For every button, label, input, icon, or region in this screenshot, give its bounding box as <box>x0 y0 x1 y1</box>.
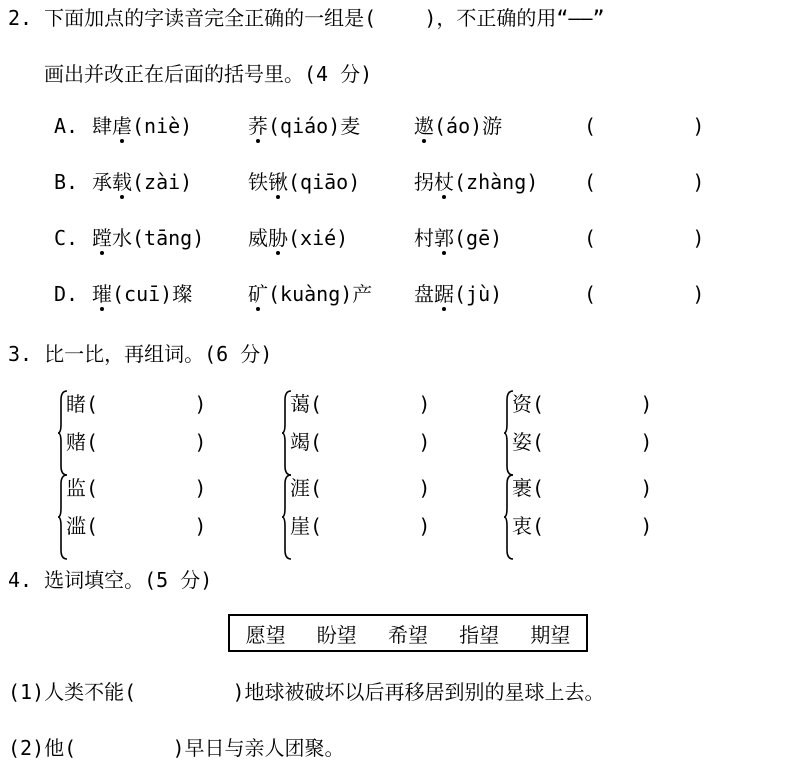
option-word <box>248 282 372 306</box>
option-word <box>414 282 502 306</box>
q2-line2: 画出并改正在后面的括号里。(4 分) <box>44 62 373 86</box>
word-part: 拐 <box>414 170 434 194</box>
dotted-character: 载 <box>112 170 132 194</box>
answer-paren[interactable]: ( ) <box>584 170 705 194</box>
dotted-character: 蹚 <box>92 226 112 250</box>
q2-line1 <box>8 6 605 30</box>
word-pinyin: (zài) <box>132 170 193 194</box>
word-blank[interactable]: ( ) <box>86 430 207 454</box>
option-word <box>92 170 192 194</box>
word-pinyin: 水(tāng) <box>112 226 205 250</box>
word-pinyin: (qiāo) <box>288 170 361 194</box>
option-letter: A. <box>54 114 79 138</box>
word-pinyin: (kuàng)产 <box>268 282 373 306</box>
word-pinyin: (niè) <box>132 114 193 138</box>
option-word <box>248 170 360 194</box>
compare-character: 监 <box>66 476 86 500</box>
q4-sentence-1: (1)人类不能( )地球被破坏以后再移居到别的星球上去。 <box>8 680 605 704</box>
compare-row <box>512 392 652 416</box>
compare-character: 衷 <box>512 514 532 538</box>
dotted-character: 锹 <box>268 170 288 194</box>
word-pinyin: (qiáo)麦 <box>268 114 361 138</box>
option-letter: C. <box>54 226 79 250</box>
option-word <box>414 170 538 194</box>
word-bank-item: 期望 <box>530 622 571 647</box>
compare-character: 赌 <box>66 430 86 454</box>
word-pinyin: (zhàng) <box>454 170 539 194</box>
compare-row <box>290 514 430 538</box>
word-blank[interactable]: ( ) <box>86 392 207 416</box>
word-part: 村 <box>414 226 434 250</box>
q2-prefix: 2. 下面加点的字读音完全正确的一组是( <box>8 6 377 30</box>
word-blank[interactable]: ( ) <box>86 514 207 538</box>
word-blank[interactable]: ( ) <box>532 430 653 454</box>
compare-row <box>512 514 652 538</box>
q2-answer-blank[interactable] <box>376 6 424 30</box>
option-letter: B. <box>54 170 79 194</box>
q2-suffix: )，不正确的用“——” <box>424 6 605 30</box>
compare-character: 资 <box>512 392 532 416</box>
option-letter: D. <box>54 282 79 306</box>
dotted-character: 胁 <box>268 226 288 250</box>
dotted-character: 郭 <box>434 226 454 250</box>
word-part: 承 <box>92 170 112 194</box>
compare-row <box>66 392 206 416</box>
option-word <box>248 114 360 138</box>
word-pinyin: (xié) <box>288 226 349 250</box>
word-pinyin: (cuī)璨 <box>112 282 193 306</box>
option-word <box>248 226 348 250</box>
compare-row <box>512 476 652 500</box>
word-bank-item: 希望 <box>387 622 428 647</box>
dotted-character: 踞 <box>434 282 454 306</box>
word-blank[interactable]: ( ) <box>532 514 653 538</box>
word-blank[interactable]: ( ) <box>310 430 431 454</box>
word-blank[interactable]: ( ) <box>532 392 653 416</box>
word-pinyin: (áo)游 <box>434 114 503 138</box>
answer-paren[interactable]: ( ) <box>584 282 705 306</box>
word-bank <box>228 614 588 652</box>
compare-row <box>66 476 206 500</box>
word-bank-item: 愿望 <box>245 622 286 647</box>
word-part: 盘 <box>414 282 434 306</box>
compare-character: 崖 <box>290 514 310 538</box>
compare-row <box>290 476 430 500</box>
word-bank-item: 盼望 <box>316 622 357 647</box>
word-blank[interactable]: ( ) <box>310 392 431 416</box>
compare-row <box>512 430 652 454</box>
option-word <box>414 226 502 250</box>
compare-row <box>66 430 206 454</box>
word-blank[interactable]: ( ) <box>532 476 653 500</box>
dotted-character: 矿 <box>248 282 268 306</box>
q4-sentence-2: (2)他( )早日与亲人团聚。 <box>8 736 345 760</box>
dotted-character: 虐 <box>112 114 132 138</box>
option-word <box>414 114 502 138</box>
word-blank[interactable]: ( ) <box>310 476 431 500</box>
word-blank[interactable]: ( ) <box>310 514 431 538</box>
answer-paren[interactable]: ( ) <box>584 114 705 138</box>
compare-row <box>66 514 206 538</box>
compare-character: 竭 <box>290 430 310 454</box>
dotted-character: 璀 <box>92 282 112 306</box>
word-pinyin: (gē) <box>454 226 503 250</box>
compare-character: 蔼 <box>290 392 310 416</box>
compare-character: 涯 <box>290 476 310 500</box>
compare-character: 滥 <box>66 514 86 538</box>
compare-character: 睹 <box>66 392 86 416</box>
word-bank-item: 指望 <box>459 622 500 647</box>
compare-character: 姿 <box>512 430 532 454</box>
word-part: 铁 <box>248 170 268 194</box>
dotted-character: 遨 <box>414 114 434 138</box>
option-word <box>92 282 192 306</box>
q3-title: 3. 比一比，再组词。(6 分) <box>8 342 273 366</box>
compare-character: 裹 <box>512 476 532 500</box>
compare-row <box>290 430 430 454</box>
dotted-character: 杖 <box>434 170 454 194</box>
word-blank[interactable]: ( ) <box>86 476 207 500</box>
word-part: 威 <box>248 226 268 250</box>
option-word <box>92 226 204 250</box>
answer-paren[interactable]: ( ) <box>584 226 705 250</box>
option-word <box>92 114 192 138</box>
dotted-character: 荞 <box>248 114 268 138</box>
q4-title: 4. 选词填空。(5 分) <box>8 568 213 592</box>
compare-row <box>290 392 430 416</box>
word-pinyin: (jù) <box>454 282 503 306</box>
word-part: 肆 <box>92 114 112 138</box>
